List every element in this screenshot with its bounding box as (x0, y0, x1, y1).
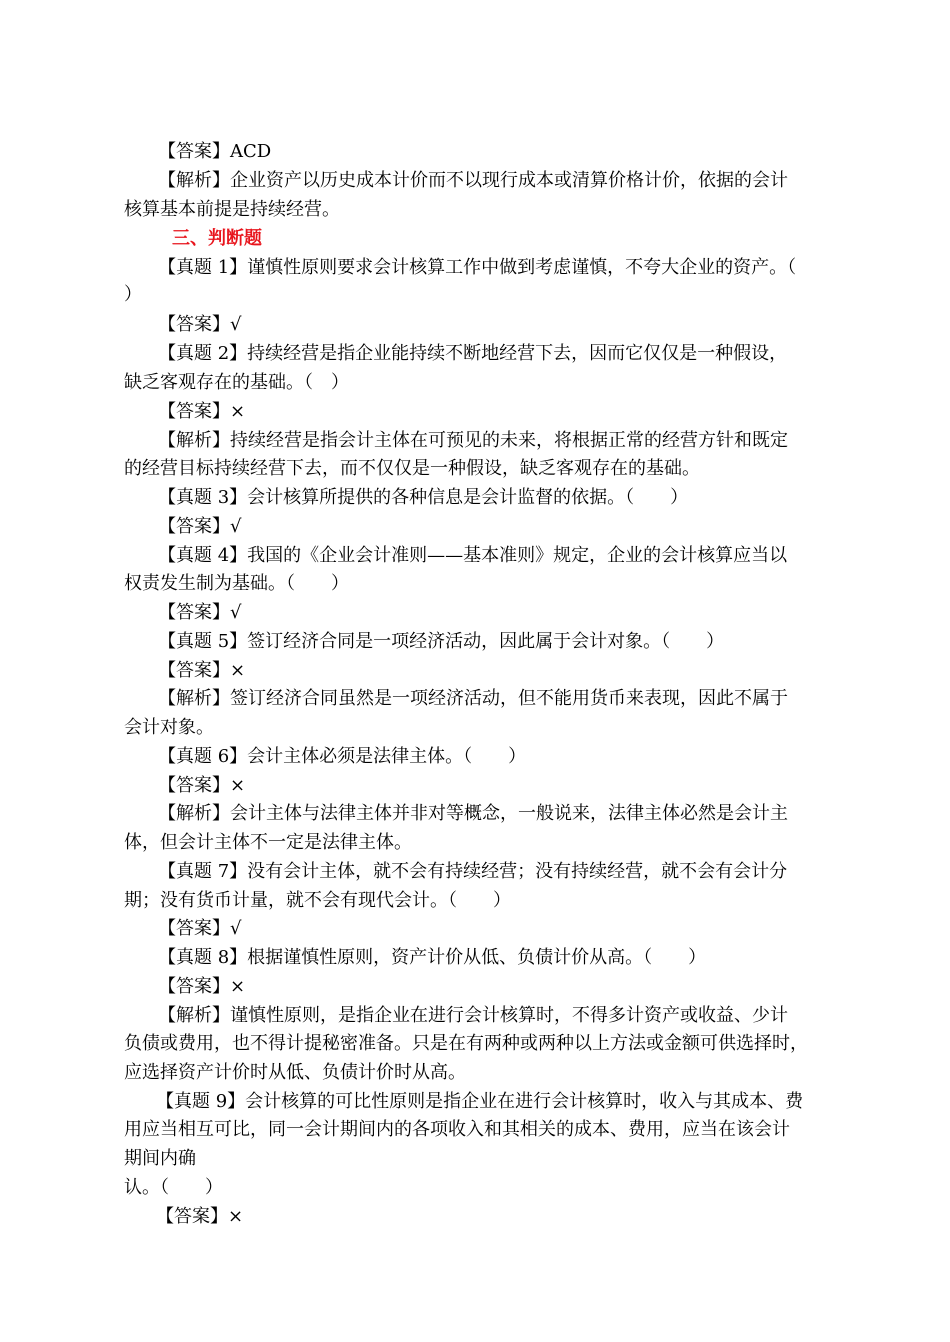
analysis-line-cont: 体，但会计主体不一定是法律主体。 (124, 832, 412, 853)
answer-line: 【答案】× (158, 401, 246, 422)
question-line: 【真题 9】会计核算的可比性原则是指企业在进行会计核算时，收入与其成本、费 (156, 1091, 804, 1112)
question-line: 【真题 5】签订经济合同是一项经济活动，因此属于会计对象。（ ） (158, 631, 725, 652)
analysis-line-cont: 的经营目标持续经营下去，而不仅仅是一种假设，缺乏客观存在的基础。 (124, 458, 700, 479)
question-line: 【真题 8】根据谨慎性原则，资产计价从低、负债计价从高。（ ） (158, 947, 707, 968)
question-line: 【真题 1】谨慎性原则要求会计核算工作中做到考虑谨慎，不夸大企业的资产。（ (158, 257, 797, 278)
question-line-cont: 期间内确 (124, 1148, 196, 1169)
analysis-line: 【解析】持续经营是指会计主体在可预见的未来，将根据正常的经营方针和既定 (158, 430, 788, 451)
answer-line: 【答案】× (158, 775, 246, 796)
question-line-cont: 缺乏客观存在的基础。（ ） (124, 372, 349, 393)
question-line: 【真题 4】我国的《企业会计准则——基本准则》规定，企业的会计核算应当以 (158, 545, 788, 566)
question-line-cont: 期；没有货币计量，就不会有现代会计。（ ） (124, 890, 511, 911)
analysis-line: 【解析】签订经济合同虽然是一项经济活动，但不能用货币来表现，因此不属于 (158, 688, 788, 709)
answer-line: 【答案】× (156, 1206, 244, 1227)
question-line-cont: 用应当相互可比，同一会计期间内的各项收入和其相关的成本、费用，应当在该会计 (124, 1119, 790, 1140)
answer-line: 【答案】√ (158, 918, 242, 939)
question-line-cont: 认。（ ） (124, 1177, 223, 1198)
question-line-cont: 权责发生制为基础。（ ） (124, 573, 349, 594)
analysis-line-cont: 应选择资产计价时从低、负债计价时从高。 (124, 1062, 466, 1083)
answer-line: 【答案】√ (158, 516, 242, 537)
question-line: 【真题 3】会计核算所提供的各种信息是会计监督的依据。（ ） (158, 487, 689, 508)
answer-line: 【答案】× (158, 976, 246, 997)
question-line-cont: ） (124, 284, 142, 305)
analysis-line: 【解析】会计主体与法律主体并非对等概念，一般说来，法律主体必然是会计主 (158, 803, 788, 824)
section-heading: 三、判断题 (172, 228, 262, 249)
question-line: 【真题 6】会计主体必须是法律主体。（ ） (158, 746, 527, 767)
analysis-line: 【解析】企业资产以历史成本计价而不以现行成本或清算价格计价，依据的会计 (158, 170, 788, 191)
analysis-line-cont: 核算基本前提是持续经营。 (124, 199, 340, 220)
answer-line: 【答案】√ (158, 314, 242, 335)
question-line: 【真题 7】没有会计主体，就不会有持续经营；没有持续经营，就不会有会计分 (158, 861, 788, 882)
question-line: 【真题 2】持续经营是指企业能持续不断地经营下去，因而它仅仅是一种假设， (158, 343, 788, 364)
analysis-line: 【解析】谨慎性原则，是指企业在进行会计核算时，不得多计资产或收益、少计 (158, 1005, 788, 1026)
answer-line: 【答案】√ (158, 602, 242, 623)
answer-line: 【答案】× (158, 660, 246, 681)
analysis-line-cont: 负债或费用，也不得计提秘密准备。只是在有两种或两种以上方法或金额可供选择时， (124, 1033, 808, 1054)
analysis-line-cont: 会计对象。 (124, 717, 214, 738)
answer-line: 【答案】ACD (158, 141, 272, 162)
